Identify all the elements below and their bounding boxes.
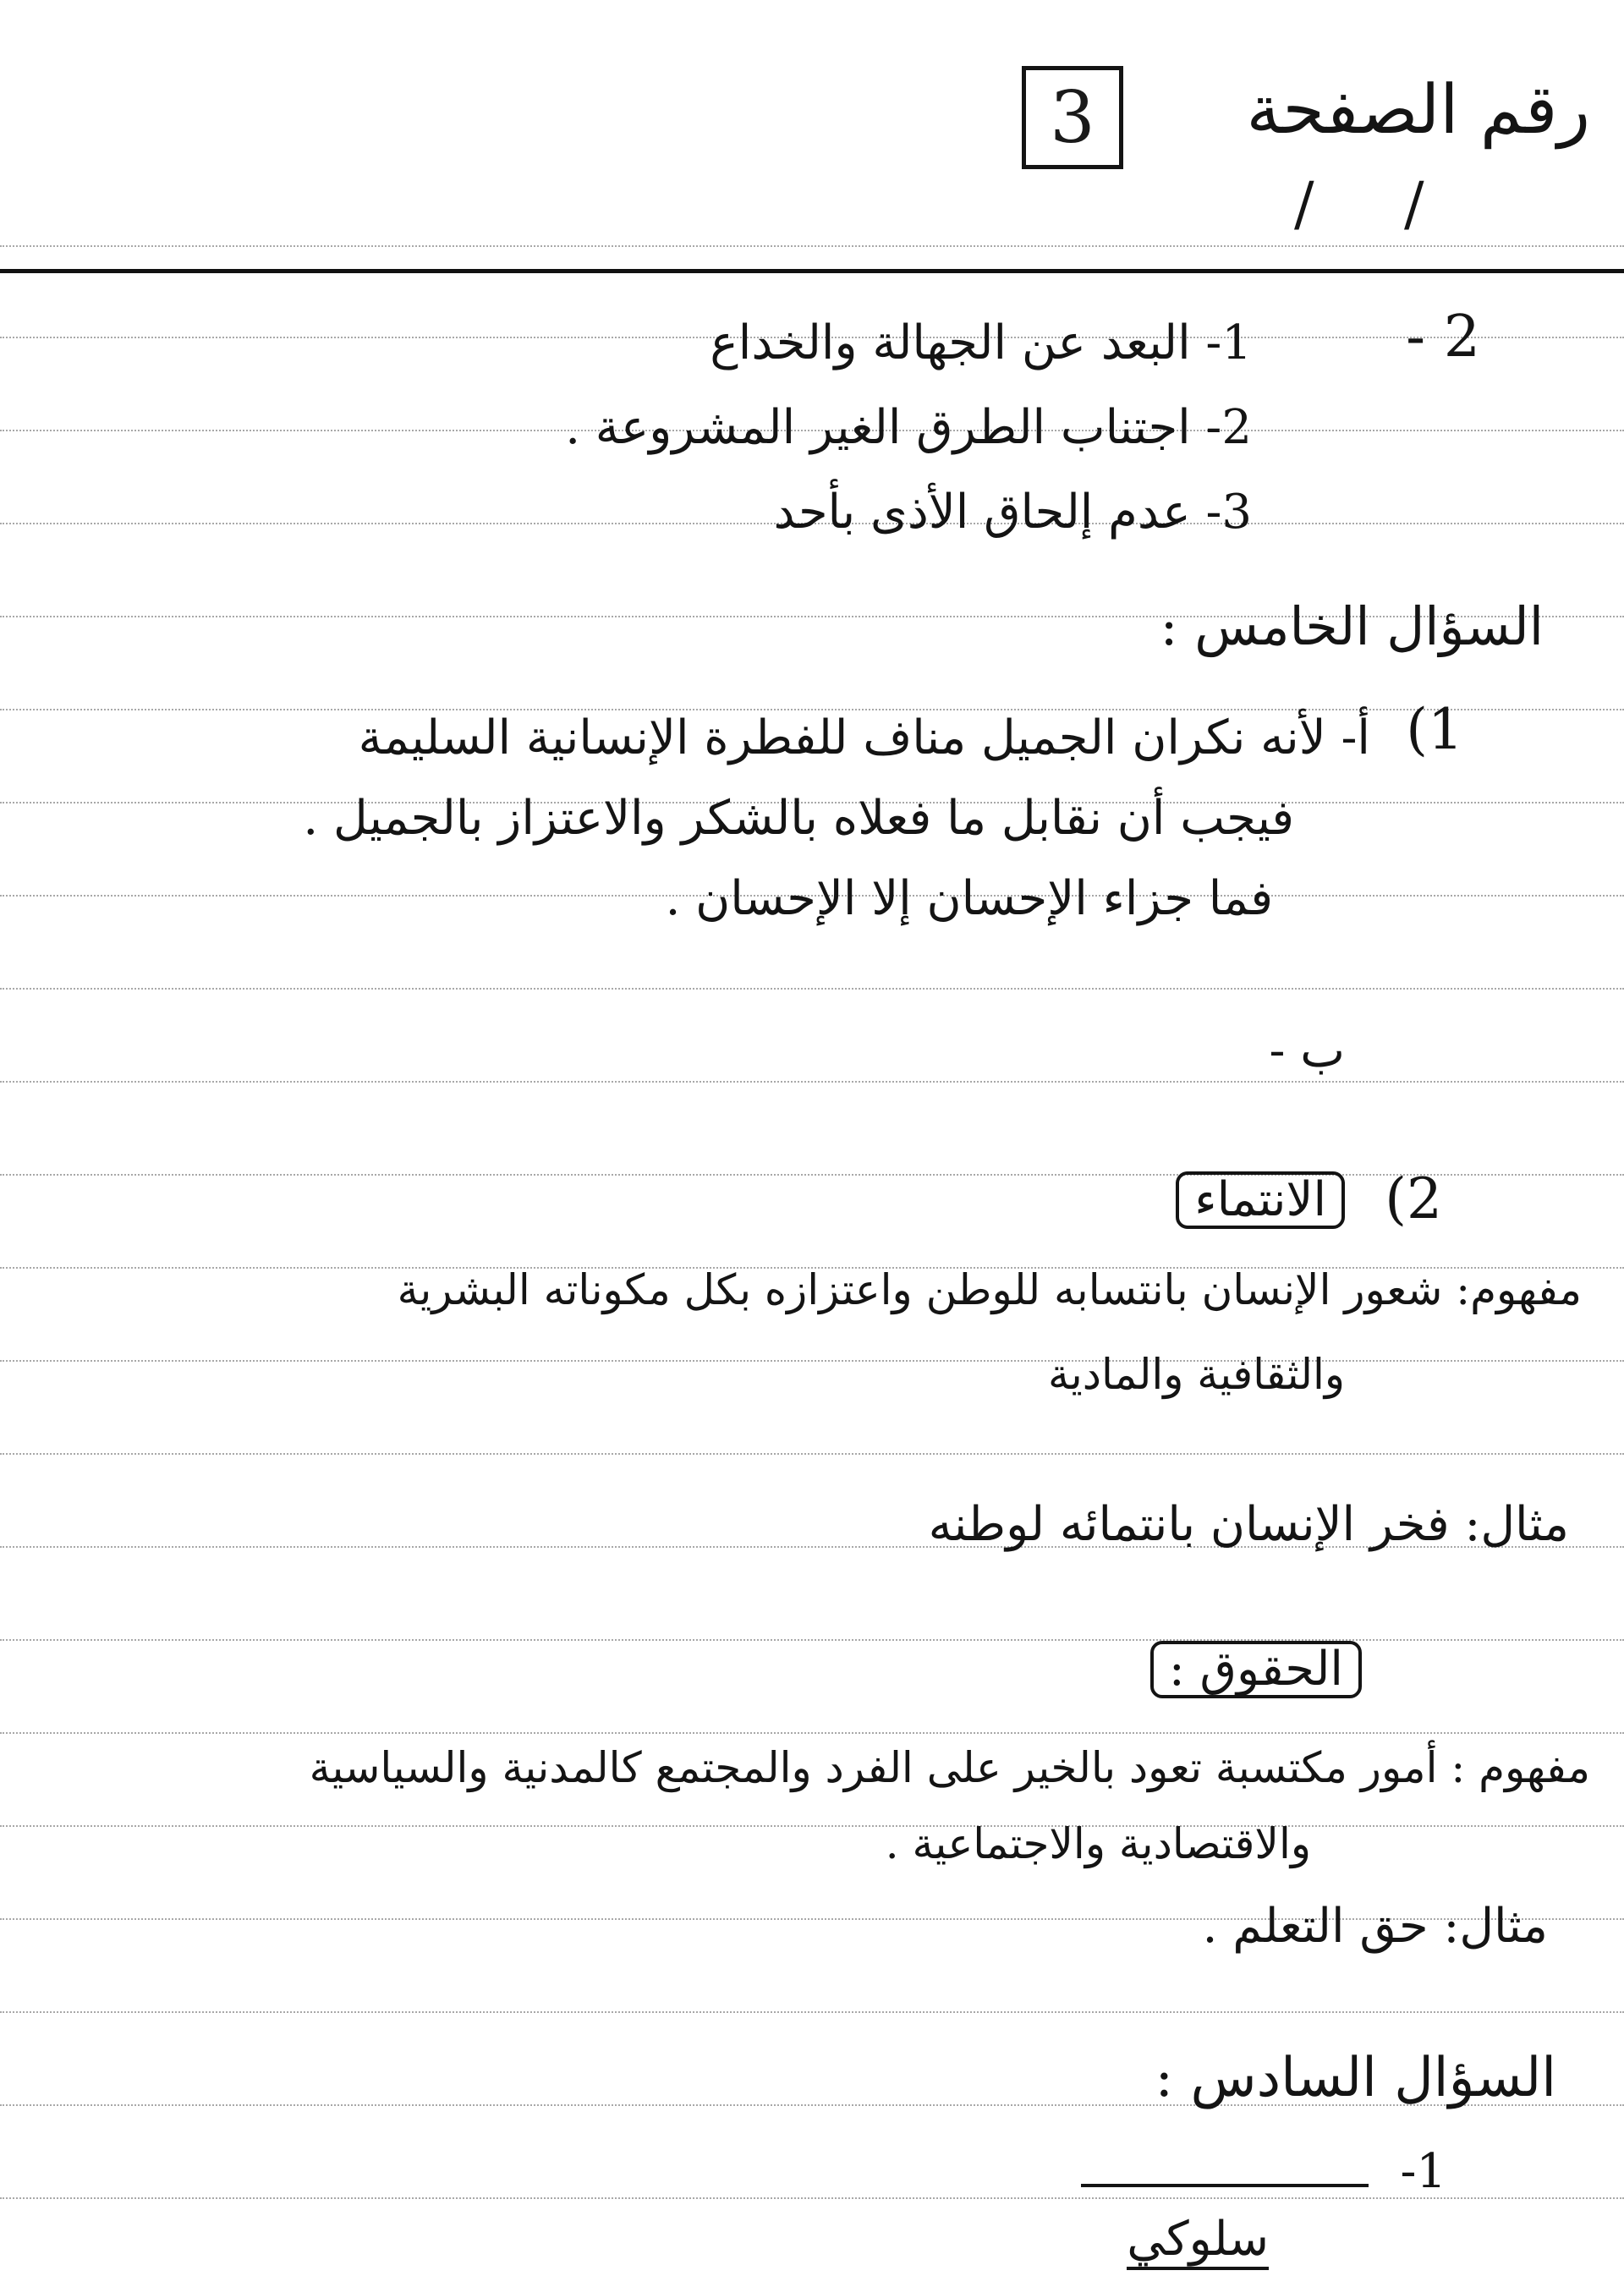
ruled-line [0, 1825, 1624, 1827]
ruled-line [0, 2197, 1624, 2199]
question-6-item-2 [1127, 2212, 1269, 2267]
answer-number: 2 - [1406, 304, 1480, 370]
part-1-a-line-1: أ- لأنه نكران الجميل مناف للفطرة الإنسانية السليمة [358, 710, 1370, 765]
part-1-a-line-3: فما جزاء الإحسان إلا الإحسان . [665, 871, 1273, 926]
answer-item-1: 1- البعد عن الجهالة والخداع [710, 315, 1252, 370]
ruled-line [0, 988, 1624, 990]
question-6-title: السؤال السادس : [1155, 2047, 1556, 2109]
page-number-label: رقم الصفحة [1246, 70, 1590, 149]
term-1-example: مثال: فخر الإنسان بانتمائه لوطنه [928, 1497, 1569, 1552]
question-6-item-2-text: سلوكي [1127, 2212, 1269, 2270]
header-divider [0, 269, 1624, 273]
ruled-line [0, 1732, 1624, 1734]
ruled-line [0, 2011, 1624, 2013]
page-number-box: 3 [1022, 66, 1123, 169]
term-2-definition-line-1: مفهوم : أمور مكتسبة تعود بالخير على الفرد والمجتمع كالمدنية والسياسية [309, 1743, 1590, 1792]
term-1-definition-line-2: والثقافية والمادية [1048, 1350, 1345, 1399]
ruled-line [0, 1453, 1624, 1455]
term-1-wrapper [1176, 1171, 1345, 1229]
answer-blank-line [1081, 2184, 1369, 2187]
term-2-wrapper [1150, 1641, 1362, 1698]
ruled-line [0, 1174, 1624, 1176]
ruled-line [0, 1639, 1624, 1641]
question-6-item-1-number: 1- [1400, 2144, 1446, 2199]
ruled-line [0, 1360, 1624, 1362]
term-1-definition-line-1: مفهوم: شعور الإنسان بانتسابه للوطن واعتزازه بكل مكوناته البشرية [397, 1265, 1582, 1314]
date-slash: / [1404, 169, 1424, 239]
date-slash: / [1294, 169, 1314, 239]
part-1-a-line-2: فيجب أن نقابل ما فعلاه بالشكر والاعتزاز بالجميل . [303, 791, 1294, 846]
question-6-item-1 [1081, 2144, 1446, 2199]
term-2-title: الحقوق : [1150, 1641, 1362, 1698]
ruled-line [0, 245, 1624, 247]
answer-item-3: 3- عدم إلحاق الأذى بأحد [773, 485, 1252, 540]
part-1-number: 1) [1406, 697, 1463, 762]
answer-item-2: 2- اجتناب الطرق الغير المشروعة . [565, 400, 1252, 455]
part-1-b: ب - [1269, 1023, 1345, 1078]
term-2-example: مثال: حق التعلم . [1202, 1899, 1548, 1954]
term-1-title: الانتماء [1176, 1171, 1345, 1229]
question-5-title: السؤال الخامس : [1160, 595, 1544, 657]
ruled-line [0, 1081, 1624, 1083]
term-2-definition-line-2: والاقتصادية والاجتماعية . [885, 1819, 1311, 1868]
part-2-number: 2) [1385, 1166, 1442, 1231]
